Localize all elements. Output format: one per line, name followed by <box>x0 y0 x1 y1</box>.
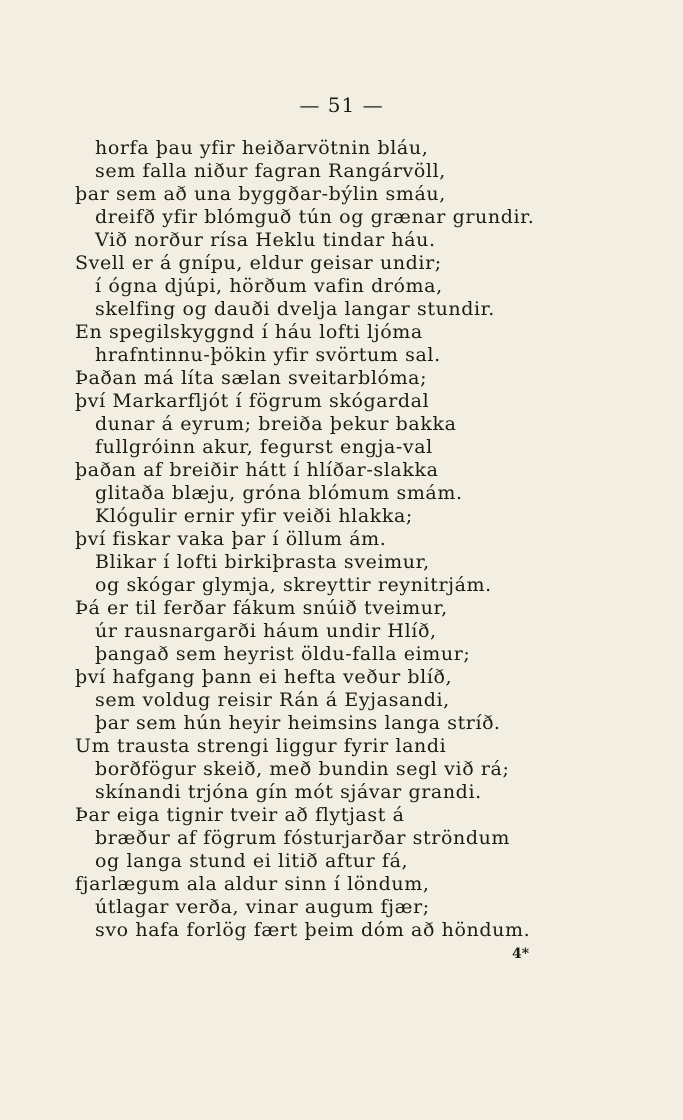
page-number-header: — 51 — <box>299 93 384 117</box>
poem-line: í ógna djúpi, hörðum vafin dróma, <box>95 275 443 297</box>
poem-line: Svell er á gnípu, eldur geisar undir; <box>75 252 442 274</box>
poem-line: skelfing og dauði dvelja langar stundir. <box>95 298 495 320</box>
poem-line: fjarlægum ala aldur sinn í löndum, <box>75 873 430 895</box>
poem-line: Blikar í lofti birkiþrasta sveimur, <box>95 551 430 573</box>
poem-line: þar sem að una byggðar-býlin smáu, <box>75 183 446 205</box>
poem-line: Um trausta strengi liggur fyrir landi <box>75 735 447 757</box>
poem-line: skínandi trjóna gín mót sjávar grandi. <box>95 781 482 803</box>
poem-line: því fiskar vaka þar í öllum ám. <box>75 528 387 550</box>
poem-line: dreifð yfir blómguð tún og grænar grundir. <box>95 206 535 228</box>
poem-line: þaðan af breiðir hátt í hlíðar-slakka <box>75 459 439 481</box>
poem-line: því hafgang þann ei hefta veður blíð, <box>75 666 453 688</box>
poem-line: bræður af fögrum fósturjarðar ströndum <box>95 827 511 849</box>
poem-line: því Markarfljót í fögrum skógardal <box>75 390 430 412</box>
poem-line: og langa stund ei litið aftur fá, <box>95 850 409 872</box>
poem-line: Þaðan má líta sælan sveitarblóma; <box>75 367 428 389</box>
poem-line: Við norður rísa Heklu tindar háu. <box>95 229 436 251</box>
poem-line: Þá er til ferðar fákum snúið tveimur, <box>75 597 448 619</box>
poem-line: útlagar verða, vinar augum fjær; <box>95 896 430 918</box>
poem-line: En spegilskyggnd í háu lofti ljóma <box>75 321 423 343</box>
poem-line: úr rausnargarði háum undir Hlíð, <box>95 620 437 642</box>
poem-line: hrafntinnu-þökin yfir svörtum sal. <box>95 344 441 366</box>
poem-line: Klógulir ernir yfir veiði hlakka; <box>95 505 413 527</box>
poem-line: dunar á eyrum; breiða þekur bakka <box>95 413 457 435</box>
poem-line: horfa þau yfir heiðarvötnin bláu, <box>95 137 429 159</box>
poem-line: Þar eiga tignir tveir að flytjast á <box>75 804 405 826</box>
poem-line: svo hafa forlög fært þeim dóm að höndum. <box>95 919 531 941</box>
poem-line: borðfögur skeið, með bundin segl við rá; <box>95 758 510 780</box>
poem-line: þangað sem heyrist öldu-falla eimur; <box>95 643 471 665</box>
poem-line: sem voldug reisir Rán á Eyjasandi, <box>95 689 450 711</box>
poem-line: glitaða blæju, gróna blómum smám. <box>95 482 463 504</box>
poem-line: þar sem hún heyir heimsins langa stríð. <box>95 712 501 734</box>
poem-line: sem falla niður fagran Rangárvöll, <box>95 160 446 182</box>
poem-line: og skógar glymja, skreyttir reynitrjám. <box>95 574 492 596</box>
signature-mark: 4* <box>512 946 530 962</box>
poem-line: fullgróinn akur, fegurst engja-val <box>95 436 433 458</box>
